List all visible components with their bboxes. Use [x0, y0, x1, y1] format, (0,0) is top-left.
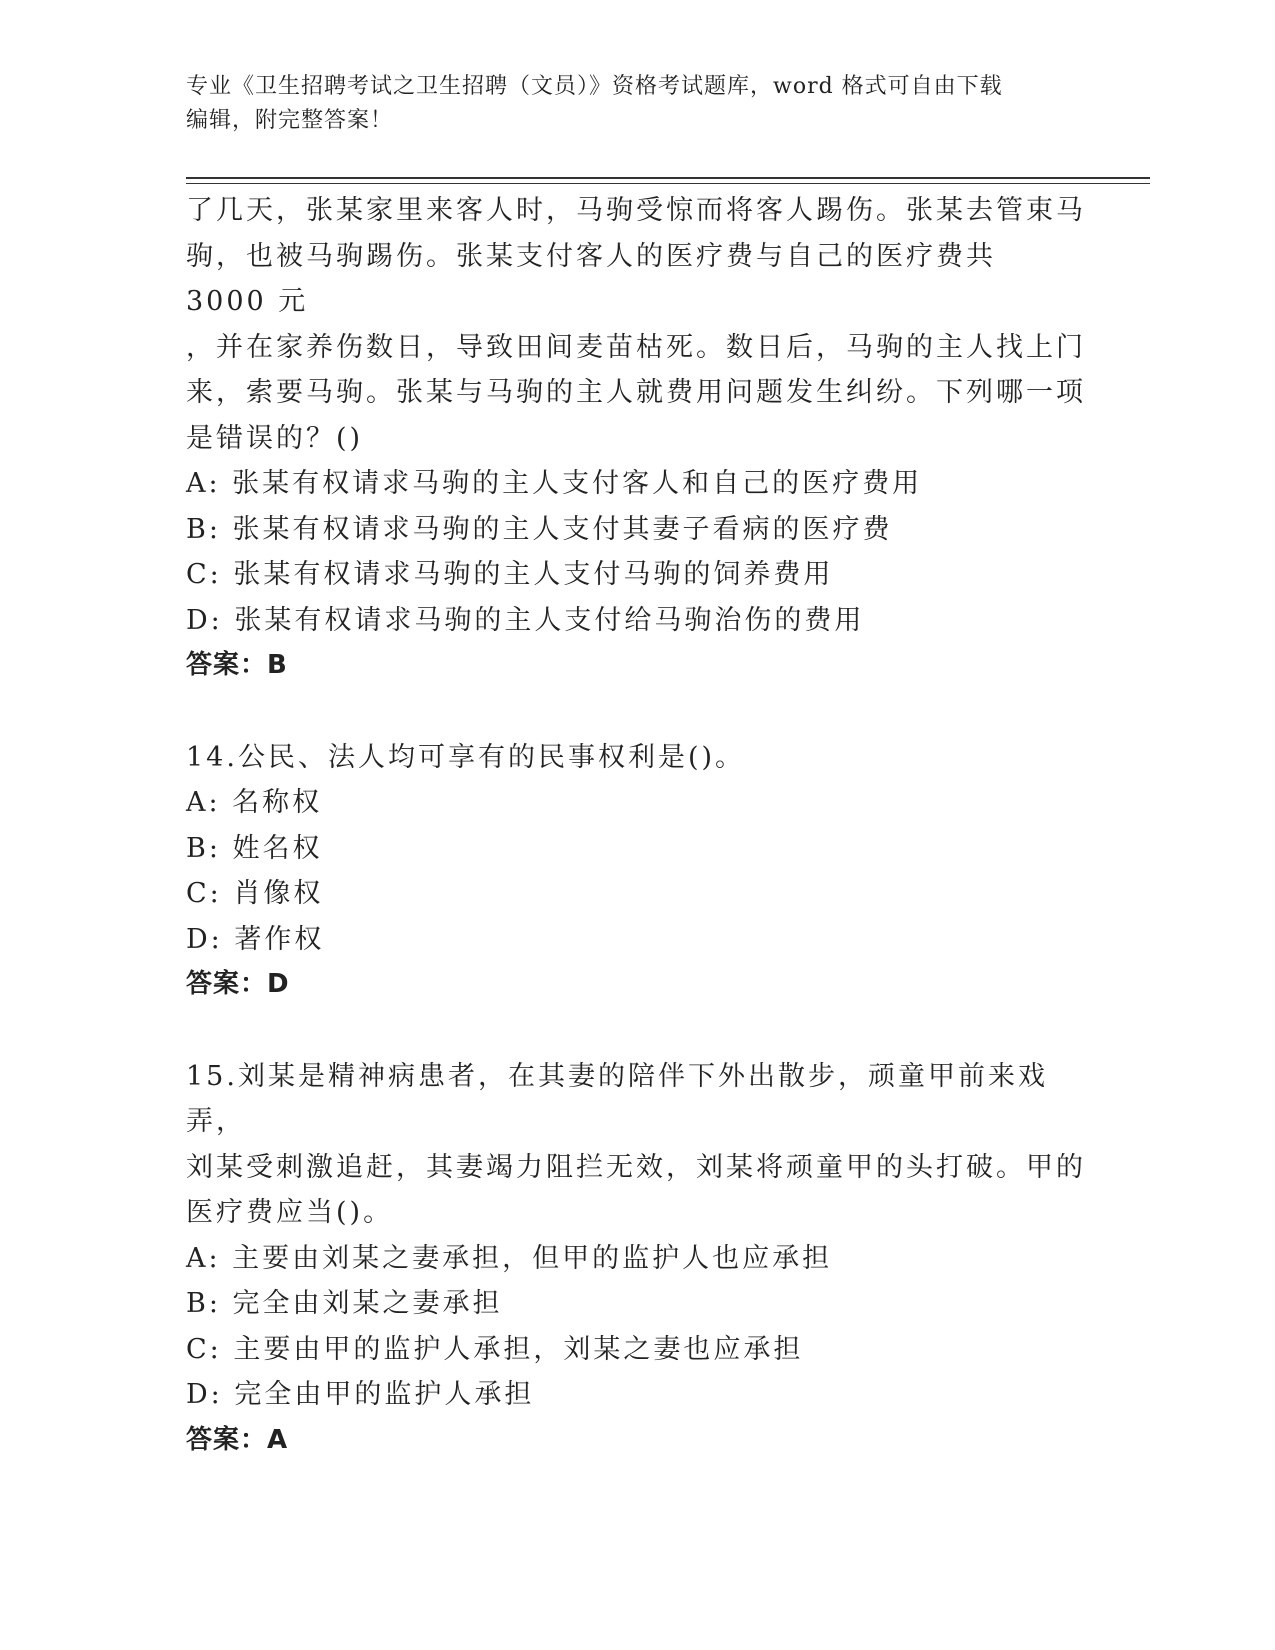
- question-text-line: ，并在家养伤数日，导致田间麦苗枯死。数日后，马驹的主人找上门: [186, 331, 1086, 363]
- option-a: A: 主要由刘某之妻承担，但甲的监护人也应承担: [186, 1242, 833, 1274]
- option-a: A: 张某有权请求马驹的主人支付客人和自己的医疗费用: [186, 468, 923, 499]
- option-b: B: 张某有权请求马驹的主人支付其妻子看病的医疗费: [186, 513, 893, 545]
- header-divider-thin: [186, 183, 1150, 184]
- question-text-line: 15.刘某是精神病患者，在其妻的陪伴下外出散步，顽童甲前来戏弄，: [186, 1060, 1048, 1137]
- question-text-line: 医疗费应当()。: [186, 1197, 394, 1228]
- question-text-line: 14.公民、法人均可享有的民事权利是()。: [186, 741, 746, 773]
- option-a: A: 名称权: [186, 787, 323, 818]
- option-b: B: 姓名权: [186, 832, 323, 864]
- option-c: C: 张某有权请求马驹的主人支付马驹的饲养费用: [186, 559, 834, 590]
- question-14: [186, 735, 1086, 1008]
- question-13: [186, 188, 1086, 689]
- header-line-2: 编辑，附完整答案！: [186, 108, 394, 133]
- answer-label: 答案：B: [186, 650, 288, 680]
- answer-label: 答案：D: [186, 969, 290, 999]
- question-text-line: 了几天，张某家里来客人时，马驹受惊而将客人踢伤。张某去管束马: [186, 195, 1086, 226]
- option-d: D: 张某有权请求马驹的主人支付给马驹治伤的费用: [186, 604, 865, 636]
- option-d: D: 完全由甲的监护人承担: [186, 1379, 535, 1410]
- document-header: [186, 70, 1086, 138]
- option-d: D: 著作权: [186, 923, 325, 955]
- answer-label: 答案：A: [186, 1424, 289, 1455]
- header-line-1: 专业《卫生招聘考试之卫生招聘（文员）》资格考试题库，word 格式可自由下载: [186, 74, 1003, 99]
- question-text-line: 是错误的？(): [186, 422, 364, 454]
- spacer: [186, 689, 1086, 735]
- option-c: C: 肖像权: [186, 878, 324, 909]
- question-text-line: 来，索要马驹。张某与马驹的主人就费用问题发生纠纷。下列哪一项: [186, 377, 1086, 408]
- spacer: [186, 1008, 1086, 1054]
- question-text-line: 驹，也被马驹踢伤。张某支付客人的医疗费与自己的医疗费共 3000 元: [186, 240, 996, 317]
- header-divider-thick: [186, 177, 1150, 179]
- document-body: [186, 188, 1086, 1463]
- question-15: [186, 1054, 1086, 1464]
- option-b: B: 完全由刘某之妻承担: [186, 1288, 503, 1319]
- question-text-line: 刘某受刺激追赶，其妻竭力阻拦无效，刘某将顽童甲的头打破。甲的: [186, 1151, 1086, 1183]
- option-c: C: 主要由甲的监护人承担，刘某之妻也应承担: [186, 1333, 804, 1365]
